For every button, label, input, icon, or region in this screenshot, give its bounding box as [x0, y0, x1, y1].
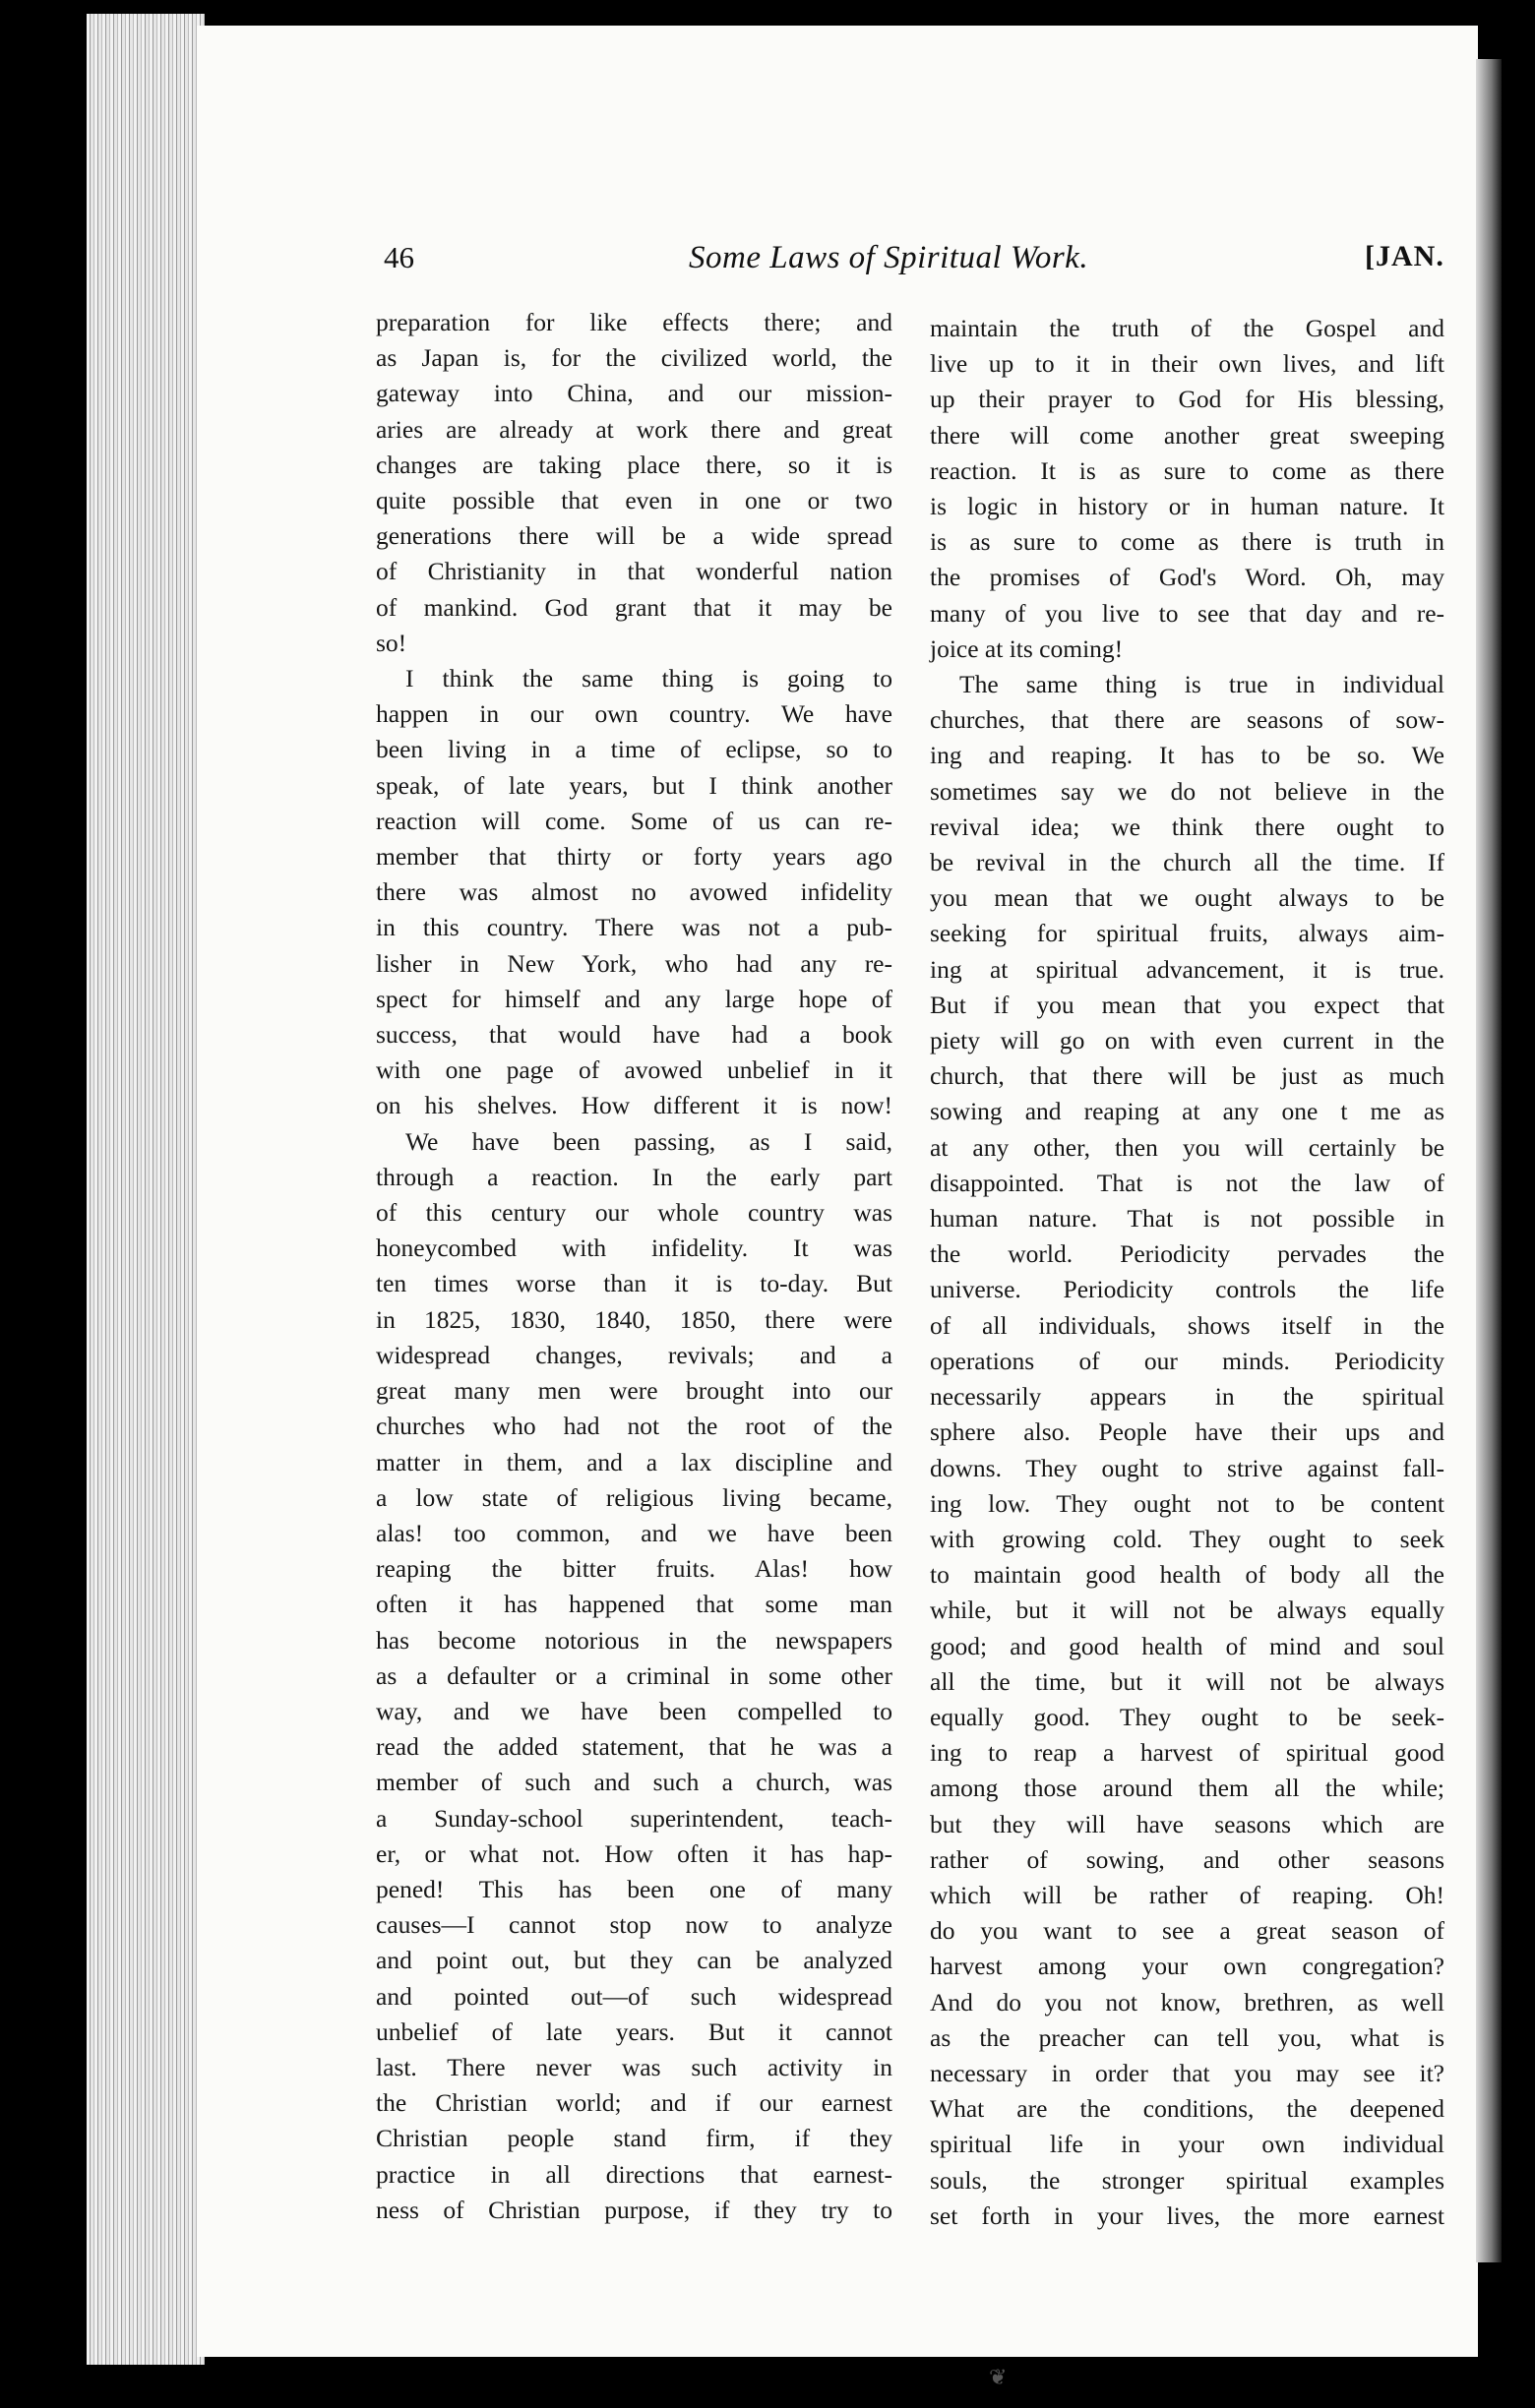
- text-line: But if you mean that you expect that: [930, 990, 1444, 1019]
- text-line: has become notorious in the newspapers: [376, 1625, 892, 1655]
- text-line: reaping the bitter fruits. Alas! how: [376, 1554, 892, 1584]
- text-line: er, or what not. How often it has hap-: [376, 1838, 892, 1868]
- text-line: is as sure to come as there is truth in: [930, 527, 1444, 557]
- text-line: as a defaulter or a criminal in some other: [376, 1660, 892, 1690]
- text-line: ness of Christian purpose, if they try to: [376, 2195, 892, 2224]
- running-title: Some Laws of Spiritual Work.: [689, 240, 1089, 275]
- text-line: while, but it will not be always equally: [930, 1595, 1444, 1625]
- text-line: with growing cold. They ought to seek: [930, 1524, 1444, 1553]
- text-line: The same thing is true in individual: [959, 670, 1444, 699]
- text-line: happen in our own country. We have: [376, 699, 892, 729]
- text-line: ing low. They ought not to be content: [930, 1488, 1444, 1518]
- text-line: in 1825, 1830, 1840, 1850, there were: [376, 1304, 892, 1334]
- text-line: way, and we have been compelled to: [376, 1696, 892, 1725]
- text-line: the Christian world; and if our earnest: [376, 2088, 892, 2118]
- text-line: universe. Periodicity controls the life: [930, 1275, 1444, 1304]
- text-line: sphere also. People have their ups and: [930, 1417, 1444, 1447]
- text-line: read the added statement, that he was a: [376, 1732, 892, 1762]
- text-line: speak, of late years, but I think another: [376, 770, 892, 800]
- text-line: member that thirty or forty years ago: [376, 842, 892, 872]
- text-line: many of you live to see that day and re-: [930, 598, 1444, 628]
- text-line: of this century our whole country was: [376, 1198, 892, 1228]
- text-line: and point out, but they can be analyzed: [376, 1946, 892, 1975]
- text-line: Christian people stand firm, if they: [376, 2124, 892, 2153]
- text-column-left: [376, 305, 892, 2228]
- text-line: equally good. They ought to be seek-: [930, 1702, 1444, 1731]
- text-line: there was almost no avowed infidelity: [376, 877, 892, 907]
- text-line: good; and good health of mind and soul: [930, 1631, 1444, 1660]
- text-line: I think the same thing is going to: [405, 664, 892, 693]
- text-line: among those around them all the while;: [930, 1774, 1444, 1803]
- text-line: success, that would have had a book: [376, 1020, 892, 1050]
- text-line: do you want to see a great season of: [930, 1916, 1444, 1946]
- text-line: at any other, then you will certainly be: [930, 1132, 1444, 1162]
- text-line: honeycombed with infidelity. It was: [376, 1234, 892, 1263]
- text-line: disappointed. That is not the law of: [930, 1168, 1444, 1197]
- text-line: often it has happened that some man: [376, 1590, 892, 1619]
- text-line: What are the conditions, the deepened: [930, 2094, 1444, 2124]
- text-line: which will be rather of reaping. Oh!: [930, 1880, 1444, 1909]
- text-line: church, that there will be just as much: [930, 1061, 1444, 1091]
- text-line: been living in a time of eclipse, so to: [376, 735, 892, 764]
- text-line: set forth in your lives, the more earnest: [930, 2200, 1444, 2230]
- text-line: spect for himself and any large hope of: [376, 984, 892, 1013]
- text-line: generations there will be a wide spread: [376, 521, 892, 551]
- text-line: piety will go on with even current in the: [930, 1026, 1444, 1055]
- text-line: ing at spiritual advancement, it is true.: [930, 954, 1444, 984]
- text-line: causes—I cannot stop now to analyze: [376, 1910, 892, 1940]
- text-line: changes are taking place there, so it is: [376, 450, 892, 479]
- text-line: live up to it in their own lives, and lift: [930, 349, 1444, 379]
- running-month: [JAN.: [1365, 240, 1444, 272]
- text-line: in this country. There was not a pub-: [376, 913, 892, 942]
- text-line: seeking for spiritual fruits, always aim-: [930, 919, 1444, 948]
- text-line: widespread changes, revivals; and a: [376, 1340, 892, 1369]
- text-line: as Japan is, for the civilized world, the: [376, 343, 892, 373]
- text-line: up their prayer to God for His blessing,: [930, 385, 1444, 414]
- text-line: lisher in New York, who had any re-: [376, 948, 892, 978]
- text-line: operations of our minds. Periodicity: [930, 1346, 1444, 1375]
- text-line: matter in them, and a lax discipline and: [376, 1447, 892, 1476]
- text-line: human nature. That is not possible in: [930, 1204, 1444, 1234]
- text-line: on his shelves. How different it is now!: [376, 1091, 892, 1120]
- text-line: through a reaction. In the early part: [376, 1162, 892, 1191]
- text-line: sometimes say we do not believe in the: [930, 776, 1444, 806]
- page-number: 46: [384, 240, 414, 274]
- text-line: preparation for like effects there; and: [376, 308, 892, 336]
- text-line: revival idea; we think there ought to: [930, 812, 1444, 841]
- text-line: gateway into China, and our mission-: [376, 379, 892, 408]
- text-line: souls, the stronger spiritual examples: [930, 2165, 1444, 2195]
- text-line: be revival in the church all the time. If: [930, 848, 1444, 877]
- text-line: so!: [376, 628, 407, 657]
- text-line: is logic in history or in human nature. It: [930, 492, 1444, 521]
- text-line: necessary in order that you may see it?: [930, 2058, 1444, 2087]
- text-line: harvest among your own congregation?: [930, 1952, 1444, 1981]
- text-line: there will come another great sweeping: [930, 420, 1444, 450]
- text-line: a Sunday-school superintendent, teach-: [376, 1803, 892, 1833]
- text-line: to maintain good health of body all the: [930, 1560, 1444, 1590]
- text-column-right: [930, 311, 1444, 2234]
- text-line: pened! This has been one of many: [376, 1874, 892, 1903]
- text-line: ing and reaping. It has to be so. We: [930, 741, 1444, 770]
- text-line: last. There never was such activity in: [376, 2052, 892, 2081]
- text-line: member of such and such a church, was: [376, 1768, 892, 1797]
- scan-mark-icon: ❦: [989, 2366, 1008, 2390]
- text-line: reaction. It is as sure to come as there: [930, 455, 1444, 485]
- text-line: ing to reap a harvest of spiritual good: [930, 1738, 1444, 1768]
- text-line: with one page of avowed unbelief in it: [376, 1055, 892, 1085]
- text-line: churches, that there are seasons of sow-: [930, 705, 1444, 735]
- text-line: necessarily appears in the spiritual: [930, 1382, 1444, 1412]
- text-line: joice at its coming!: [930, 633, 1124, 663]
- text-line: sowing and reaping at any one t me as: [930, 1097, 1444, 1126]
- book-page-edges: [87, 14, 205, 2365]
- text-line: but they will have seasons which are: [930, 1809, 1444, 1838]
- text-line: And do you not know, brethren, as well: [930, 1987, 1444, 2017]
- text-line: spiritual life in your own individual: [930, 2130, 1444, 2159]
- text-line: the promises of God's Word. Oh, may: [930, 563, 1444, 592]
- page-right-shadow: [1476, 59, 1502, 2262]
- text-line: rather of sowing, and other seasons: [930, 1844, 1444, 1874]
- text-line: you mean that we ought always to be: [930, 883, 1444, 913]
- text-line: a low state of religious living became,: [376, 1482, 892, 1512]
- text-line: alas! too common, and we have been: [376, 1518, 892, 1547]
- text-line: all the time, but it will not be always: [930, 1666, 1444, 1696]
- text-line: ten times worse than it is to-day. But: [376, 1269, 892, 1298]
- text-line: unbelief of late years. But it cannot: [376, 2017, 892, 2046]
- text-line: downs. They ought to strive against fall-: [930, 1453, 1444, 1482]
- text-line: maintain the truth of the Gospel and: [930, 314, 1444, 342]
- text-line: the world. Periodicity pervades the: [930, 1239, 1444, 1269]
- text-line: of Christianity in that wonderful nation: [376, 557, 892, 586]
- text-line: quite possible that even in one or two: [376, 486, 892, 515]
- text-line: and pointed out—of such widespread: [376, 1981, 892, 2011]
- text-line: We have been passing, as I said,: [405, 1126, 892, 1156]
- text-line: aries are already at work there and great: [376, 414, 892, 444]
- text-line: reaction will come. Some of us can re-: [376, 806, 892, 835]
- text-line: great many men were brought into our: [376, 1376, 892, 1406]
- text-line: of all individuals, shows itself in the: [930, 1310, 1444, 1340]
- text-line: as the preacher can tell you, what is: [930, 2022, 1444, 2052]
- text-line: of mankind. God grant that it may be: [376, 592, 892, 622]
- text-line: churches who had not the root of the: [376, 1412, 892, 1441]
- text-line: practice in all directions that earnest-: [376, 2159, 892, 2189]
